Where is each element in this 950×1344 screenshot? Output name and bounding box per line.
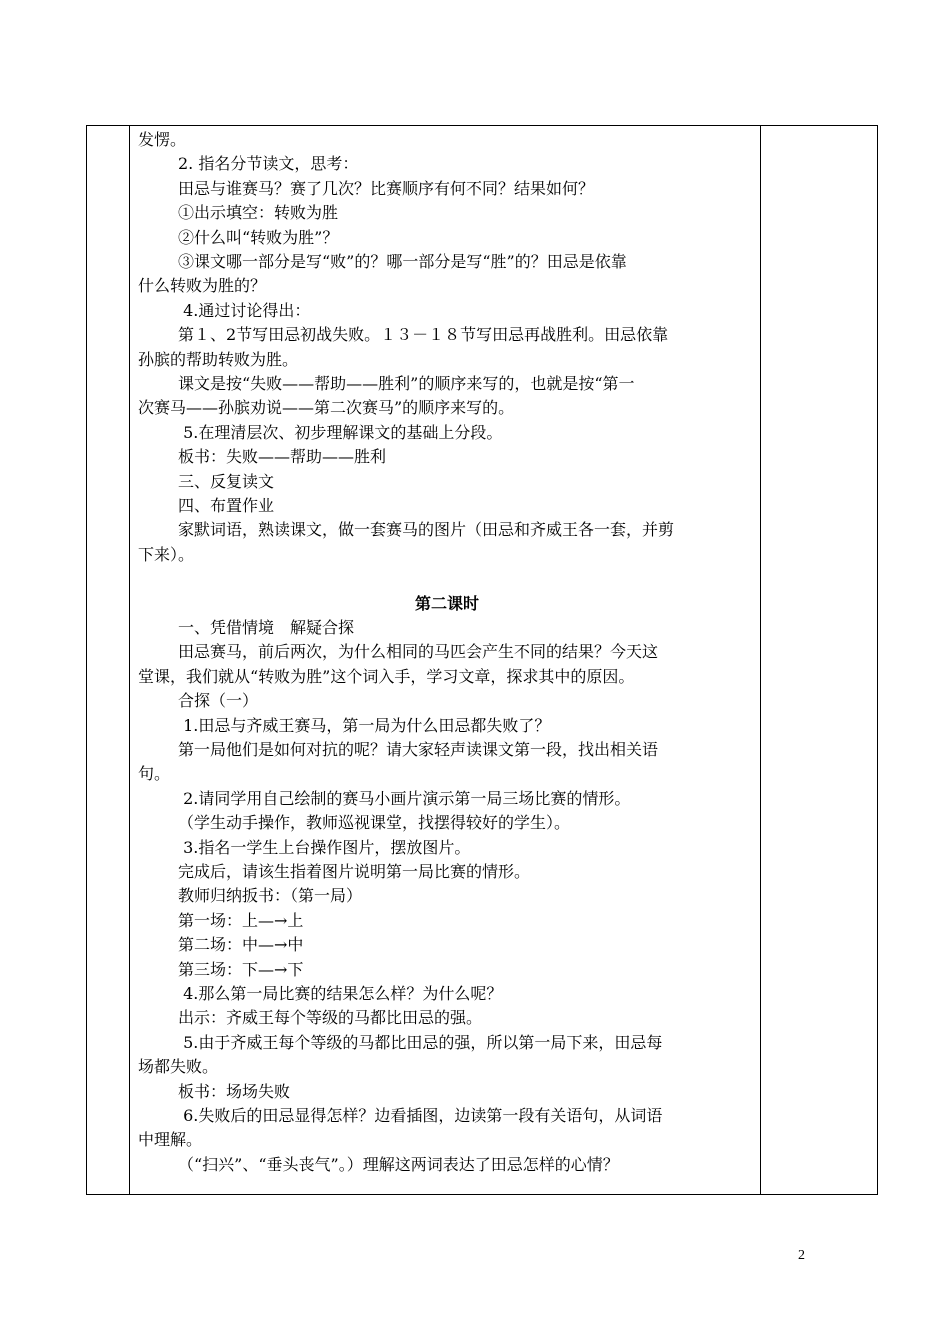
text-line: 第一局他们是如何对抗的呢？请大家轻声读课文第一段，找出相关语 [178,740,659,759]
text-line: 什么转败为胜的？ [138,276,267,296]
text-line: ②什么叫“转败为胜”？ [178,227,339,247]
text-line: 1.田忌与齐威王赛马，第一局为什么田忌都失败了？ [178,715,551,735]
lesson-content-cell [138,126,756,1194]
text-line: 合探（一） [178,691,259,711]
text-line: 第二场：中—→中 [178,935,304,955]
text-line: 三、反复读文 [178,471,275,491]
text-line: 田忌赛马，前后两次，为什么相同的马匹会产生不同的结果？今天这 [178,642,659,662]
text-line: 中理解。 [138,1130,203,1150]
text-line: 板书：失败——帮助——胜利 [178,447,387,467]
text-line: 孙膑的帮助转败为胜。 [138,349,299,369]
text-line: 出示：齐威王每个等级的马都比田忌的强。 [178,1008,483,1028]
text-line: 课文是按“失败——帮助——胜利”的顺序来写的，也就是按“第一 [178,374,635,393]
text-line: ①出示填空：转败为胜 [178,203,339,223]
text-line: 2.请同学用自己绘制的赛马小画片演示第一局三场比赛的情形。 [178,788,631,808]
text-line: 5.在理清层次、初步理解课文的基础上分段。 [178,422,503,442]
text-line: 4.那么第一局比赛的结果怎么样？为什么呢？ [178,984,503,1003]
text-line: （“扫兴”、“垂头丧气”。）理解这两词表达了田忌怎样的心情？ [178,1154,619,1174]
left-column [87,126,130,1194]
text-line: 教师归纳扳书：（第一局） [178,886,363,906]
right-column [760,126,877,1194]
text-line: 第三场：下—→下 [178,959,304,979]
text-line: 第１、2节写田忌初战失败。１３－１８节写田忌再战胜利。田忌依靠 [178,325,669,345]
text-line: 家默词语，熟读课文，做一套赛马的图片（田忌和齐威王各一套，并剪 [178,520,675,540]
page-number: 2 [798,1248,805,1263]
text-line: （学生动手操作，教师巡视课堂，找摆得较好的学生）。 [178,813,571,833]
text-line: 田忌与谁赛马？赛了几次？比赛顺序有何不同？结果如何？ [178,178,595,198]
text-line: 场都失败。 [138,1057,219,1077]
text-line: 一、凭借情境 解疑合探 [178,618,355,637]
text-line: ③课文哪一部分是写“败”的？哪一部分是写“胜”的？田忌是依靠 [178,252,627,271]
text-line: 下来）。 [138,544,195,564]
text-line: 完成后，请该生指着图片说明第一局比赛的情形。 [178,862,531,881]
text-line: 第一场：上—→上 [178,910,304,930]
text-line: 次赛马——孙膑劝说——第二次赛马”的顺序来写的。 [138,398,515,418]
text-line: 发愣。 [138,130,187,149]
text-line: 6.失败后的田忌显得怎样？边看插图，边读第一段有关语句，从词语 [178,1106,663,1125]
text-line: 5.由于齐威王每个等级的马都比田忌的强，所以第一局下来，田忌每 [178,1032,663,1052]
lesson-plan-table [86,125,878,1195]
section-heading: 第二课时 [414,593,479,613]
text-line: 堂课，我们就从“转败为胜”这个词入手，学习文章，探求其中的原因。 [138,666,635,686]
text-line: 板书：场场失败 [178,1081,291,1101]
text-line: 句。 [138,764,171,784]
text-line: 4.通过讨论得出： [178,300,311,320]
text-line: 3.指名一学生上台操作图片，摆放图片。 [178,837,471,857]
text-line: 2. 指名分节读文，思考： [178,154,359,174]
text-line: 四、布置作业 [178,496,275,515]
